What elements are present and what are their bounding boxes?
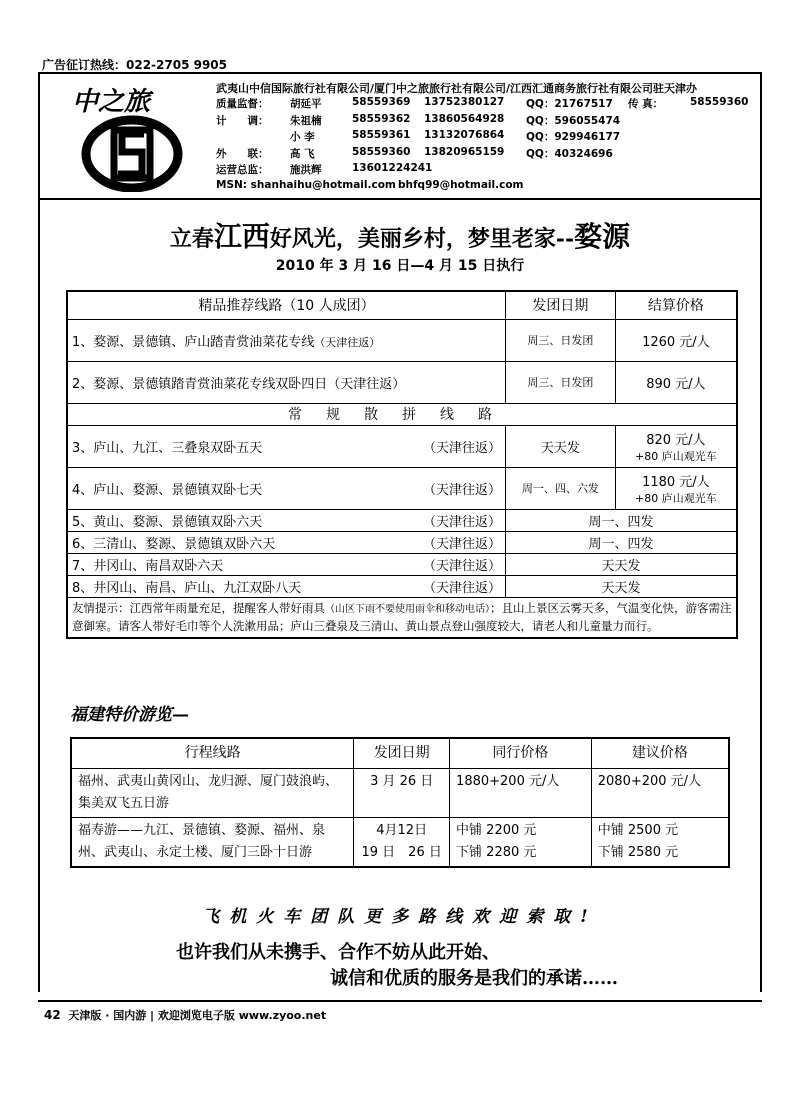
table-header: 精品推荐线路（10 人成团） 发团日期 结算价格 (67, 291, 737, 319)
contact-row: 计 调： 朱祖楠 58559362 13860564928 QQ：596055474 (216, 112, 621, 127)
tips-row (67, 597, 737, 638)
jiangxi-route-table (66, 290, 738, 639)
headline: 立春江西好风光，美丽乡村，梦里老家--婺源 (169, 220, 631, 253)
table-row: 8、井冈山、南昌、庐山、九江双卧八天 （天津往返） 天天发 (67, 575, 737, 597)
fujian-section-title: 福建特价游览— (70, 705, 189, 725)
table-row: 6、三清山、婺源、景德镇双卧六天 （天津往返） 周一、四发 (67, 531, 737, 553)
msn-2: bhfq99@hotmail.com (398, 178, 524, 191)
table-row: 1、婺源、景德镇、庐山踏青赏油菜花专线（天津往返） 周三、日发团 1260 元/人 (67, 319, 737, 361)
table-row: 5、黄山、婺源、景德镇双卧六天 （天津往返） 周一、四发 (67, 509, 737, 531)
table-header: 行程线路 发团日期 同行价格 建议价格 (71, 738, 729, 768)
table-row: 4、庐山、婺源、景德镇双卧七天 （天津往返） 周一、四、六发 1180 元/人 +80 庐山观光车 (67, 467, 737, 509)
contact-row: 质量监督： 胡延平 58559369 13752380127 QQ：21767517 传 真： 58559360 (216, 96, 749, 110)
contact-row: 小 李 58559361 13132076864 QQ：929946177 (290, 129, 621, 143)
contact-list (216, 96, 748, 195)
table-row: 3、庐山、九江、三叠泉双卧五天 （天津往返） 天天发 820 元/人 +80 庐山观光车 (67, 425, 737, 467)
footer-divider (38, 1000, 762, 1002)
ad-hotline: 广告征订热线：022-2705 9905 (42, 58, 228, 72)
slogan-line-1: 也许我们从未携手、合作不妨从此开始、 (176, 942, 500, 963)
contact-row: 外 联： 高 飞 58559360 13820965159 QQ：40324696 (216, 145, 613, 160)
fujian-route-table (70, 737, 730, 868)
validity-period: 2010 年 3 月 16 日—4 月 15 日执行 (275, 258, 525, 274)
section-header: 常规散拼线路 (67, 403, 737, 425)
company-logo (52, 82, 202, 192)
msn-1: MSN: shanhaihu@hotmail.com (216, 178, 396, 191)
table-row: 福州、武夷山黄冈山、龙归源、厦门鼓浪屿、集美双飞五日游 3 月 26 日 1880+200 元/人 2080+200 元/人 (71, 768, 729, 817)
page-number: 42 (44, 1008, 61, 1022)
table-row: 7、井冈山、南昌双卧六天 （天津往返） 天天发 (67, 553, 737, 575)
travel-tips: 友情提示：江西常年雨量充足，提醒客人带好雨具（山区下雨不要使用雨伞和移动电话）；且山上景区云雾天多，气温变化快，游客需注意御寒。请客人带好毛巾等个人洗漱用品；庐山三叠泉及三清山、黄山景点登山强度较大，请老人和儿童量力而行。 (67, 597, 737, 638)
logo-text: 中之旅 (72, 87, 151, 117)
agency-name: 武夷山中信国际旅行社有限公司/厦门中之旅旅行社有限公司/江西汇通商务旅行社有限公司驻天津办 (216, 82, 698, 95)
page-footer (44, 1007, 326, 1023)
table-row: 2、婺源、景德镇踏青赏油菜花专线双卧四日（天津往返） 周三、日发团 890 元/人 (67, 361, 737, 403)
table-row: 福寿游——九江、景德镇、婺源、福州、泉州、武夷山、永定土楼、厦门三卧十日游 4月12日 19 日 26 日 中铺 2200 元 下铺 2280 元 中铺 2500 元 下铺 2580 元 (71, 817, 729, 867)
contact-row: 运营总监： 施洪辉 13601224241 (216, 162, 433, 176)
footer-text: 天津版 · 国内游 | 欢迎浏览电子版 www.zyoo.net (68, 1009, 327, 1022)
msn-row (216, 179, 748, 196)
slogan-main: 飞机火车团队更多路线欢迎索取! (202, 907, 598, 927)
slogan-line-2: 诚信和优质的服务是我们的承诺…… (330, 968, 618, 989)
